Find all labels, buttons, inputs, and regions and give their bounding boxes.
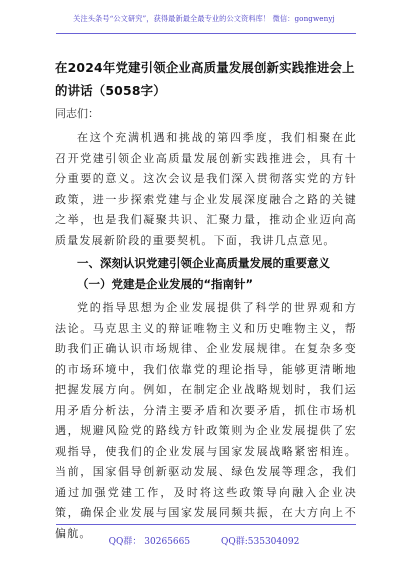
subsection-paragraph-1: 党的指导思想为企业发展提供了科学的世界观和方法论。马克思主义的辩证唯物主义和历史唯物主义，帮助我们正确认识市场规律、企业发展规律。在复杂多变的市场环境中，我们依靠党的理论指导，能够更清晰地把握发展方向。例如，在制定企业战略规划时，我们运用矛盾分析法，分清主要矛盾和次要矛盾，抓住市场机遇，规避风险党的路线方针政策则为企业发展提供了宏观指导，使我们的企业发展与国家发展战略紧密相连。当前，国家倡导创新驱动发展、绿色发展等理念，我们通过加强党建工作，及时将这些政策导向融入企业决策，确保企业发展与国家发展同频共振，在大方向上不偏航。 — [55, 301, 357, 540]
subsection-heading-1: （一）党建是企业发展的“指南针” — [77, 277, 254, 291]
footer-qq-group-1: QQ群： 30265665 — [108, 537, 191, 547]
document-title: 在2024年党建引领企业高质量发展创新实践推进会上的讲话（5058字） — [55, 60, 355, 98]
section-heading-1: 一、深刻认识党建引领企业高质量发展的重要意义 — [77, 256, 330, 270]
header-divider — [56, 33, 356, 34]
salutation: 同志们： — [55, 107, 99, 120]
footer-qq-group-2: QQ群:535304092 — [220, 537, 300, 547]
document-body — [55, 56, 357, 544]
footer-divider — [56, 524, 356, 525]
footer — [0, 534, 408, 547]
header-banner: 关注头条号“公文研究”，获得最新最全最专业的公文资料库！ 微信：gongwenyj — [73, 14, 335, 23]
intro-paragraph: 在这个充满机遇和挑战的第四季度，我们相聚在此召开党建引领企业高质量发展创新实践推进会，具有十分重要的意义。这次会议是我们深入贯彻落实党的方针政策，进一步探索党建与企业发展深度融合之路的关键之举，也是我们凝聚共识、汇聚力量，推动企业迈向高质量发展新阶段的重要契机。下面，我讲几点意见。 — [55, 131, 357, 247]
